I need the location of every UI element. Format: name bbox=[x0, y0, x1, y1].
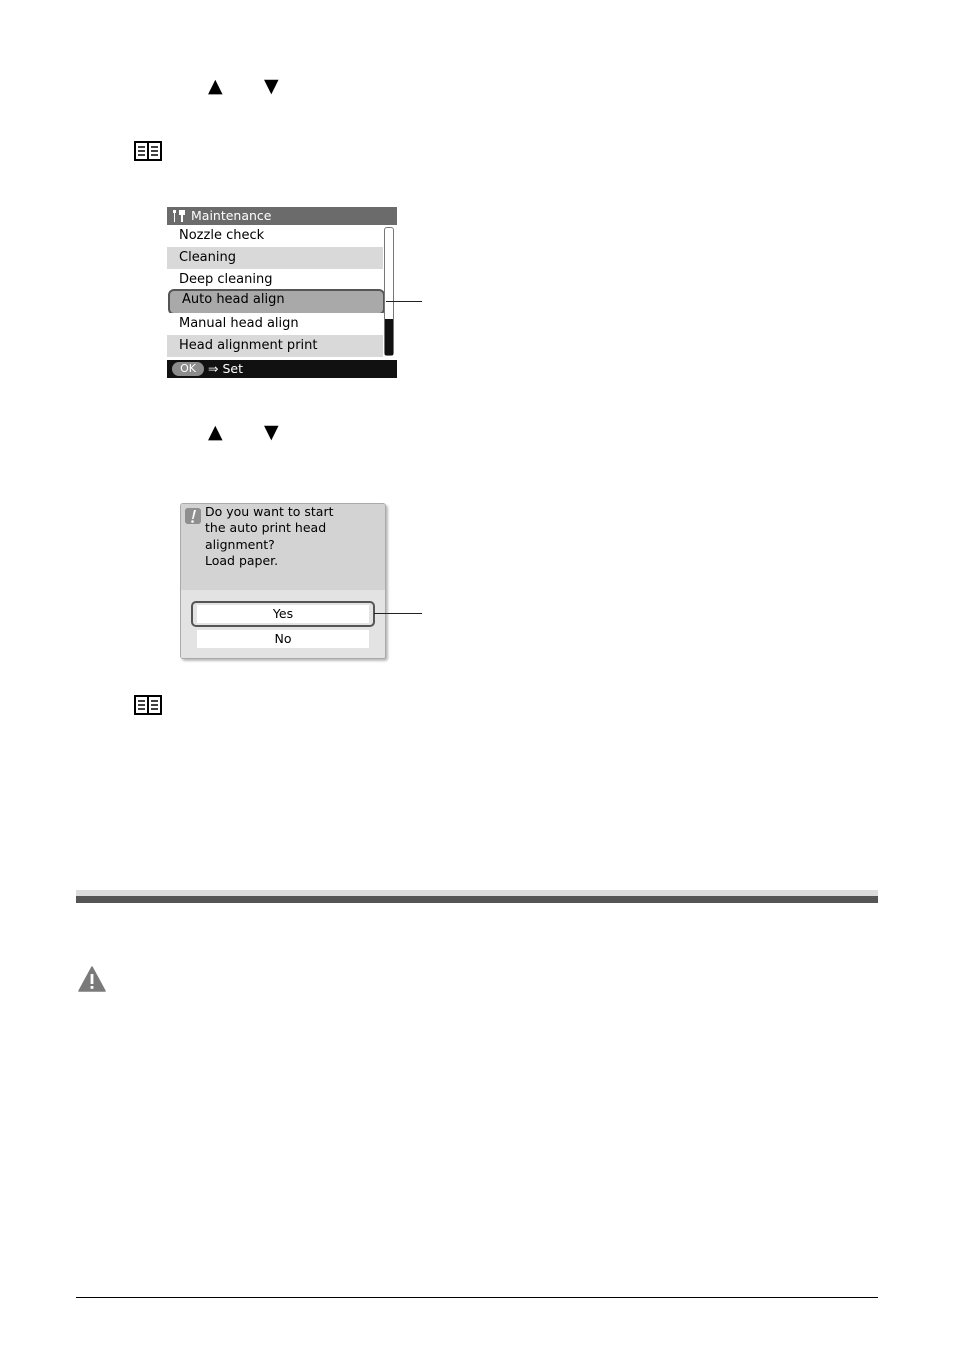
confirm-message-line: the auto print head bbox=[205, 520, 327, 535]
confirm-message-area bbox=[181, 504, 386, 590]
caution-icon bbox=[78, 966, 106, 992]
confirm-message-line: alignment? bbox=[205, 537, 275, 552]
confirm-options bbox=[181, 590, 386, 659]
maintenance-tools-icon bbox=[172, 209, 187, 223]
menu-item-deep-cleaning[interactable]: Deep cleaning bbox=[167, 269, 383, 291]
menu-item-manual-head-align[interactable]: Manual head align bbox=[167, 313, 383, 335]
lcd-title: Maintenance bbox=[191, 208, 272, 223]
lcd-footer bbox=[167, 360, 397, 378]
set-action-label: ⇒ Set bbox=[208, 361, 243, 376]
confirm-message-line: Do you want to start bbox=[205, 504, 334, 519]
menu-scrollbar[interactable] bbox=[384, 227, 394, 356]
up-arrow-icon: ▲ bbox=[208, 421, 223, 443]
no-button[interactable]: No bbox=[197, 630, 369, 648]
menu-item-auto-head-align[interactable]: Auto head align bbox=[168, 289, 385, 315]
callout-line-auto-head-align bbox=[386, 301, 422, 302]
menu-item-head-alignment-print[interactable]: Head alignment print bbox=[167, 335, 383, 357]
down-arrow-icon: ▼ bbox=[264, 421, 279, 443]
ok-button-indicator: OK bbox=[172, 362, 204, 376]
menu-item-nozzle-check[interactable]: Nozzle check bbox=[167, 225, 383, 247]
menu-item-cleaning[interactable]: Cleaning bbox=[167, 247, 383, 269]
down-arrow-icon: ▼ bbox=[264, 75, 279, 97]
up-arrow-icon: ▲ bbox=[208, 75, 223, 97]
scrollbar-thumb[interactable] bbox=[385, 319, 393, 355]
yes-button[interactable]: Yes bbox=[197, 605, 369, 623]
note-book-icon bbox=[134, 140, 162, 162]
callout-line-yes bbox=[374, 613, 422, 614]
lcd-title-bar bbox=[167, 207, 397, 225]
confirm-message-line: Load paper. bbox=[205, 553, 279, 568]
confirm-lcd-screen bbox=[180, 503, 386, 659]
section-divider bbox=[76, 896, 878, 903]
page-footer-rule bbox=[76, 1297, 878, 1298]
maintenance-lcd-screen bbox=[167, 207, 397, 378]
note-book-icon bbox=[134, 694, 162, 716]
exclamation-icon bbox=[185, 508, 201, 524]
